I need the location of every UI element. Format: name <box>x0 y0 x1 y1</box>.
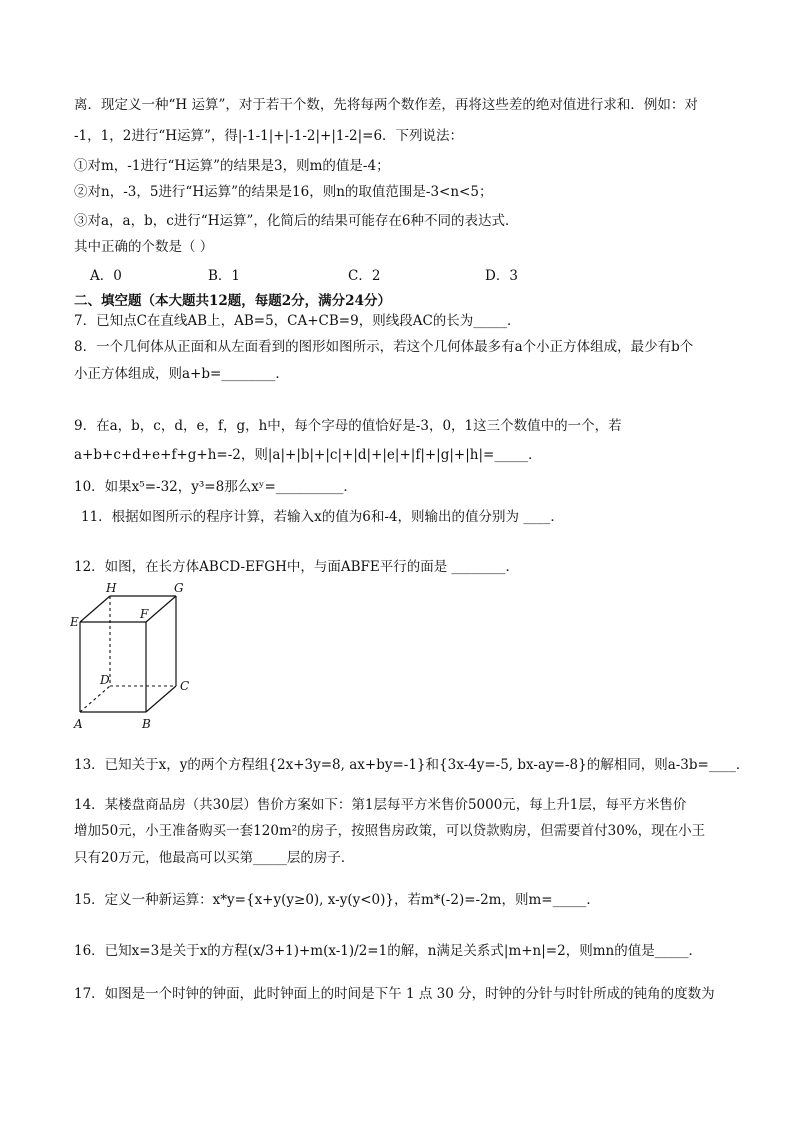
problem-9-line1: 9．在a，b，c，d，e，f，g，h中，每个字母的值恰好是-3，0，1这三个数值中的一个，若 <box>74 418 622 434</box>
problem-14-line2: 增加50元，小王准备购买一套120m²的房子，按照售房政策，可以贷款购房，但需要首付30%，现在小王 <box>74 823 706 839</box>
problem-14-line1: 14．某楼盘商品房（共30层）售价方案如下：第1层每平方米售价5000元，每上升1层，每平方米售价 <box>74 797 687 813</box>
label-b: B <box>142 717 151 731</box>
problem-8-line1: 8．一个几何体从正面和从左面看到的图形如图所示，若这个几何体最多有a个小正方体组成，最少有b个 <box>74 339 694 355</box>
problem-14-line3: 只有20万元，他最高可以买第_____层的房子． <box>74 850 355 866</box>
option-a: A．0 <box>90 268 122 284</box>
answer-options <box>90 264 550 284</box>
label-c: C <box>180 679 190 693</box>
problem-7: 7．已知点C在直线AB上，AB=5，CA+CB=9，则线段AC的长为_____． <box>74 313 521 329</box>
problem-9-line2: a+b+c+d+e+f+g+h=-2，则|a|+|b|+|c|+|d|+|e|+|f|+|g|+|h|=_____． <box>74 447 542 463</box>
label-e: E <box>70 615 79 629</box>
label-g: G <box>174 581 184 595</box>
label-d: D <box>100 673 110 687</box>
edge-fg <box>146 596 176 622</box>
statement-3: ③对a，a，b，c进行“H运算”，化简后的结果可能存在6种不同的表达式． <box>74 213 519 229</box>
problem6-text-line1: 离．现定义一种“H 运算”，对于若干个数，先将每两个数作差，再将这些差的绝对值进行求和．例如：对 <box>74 97 698 113</box>
problem6-text-line2: -1，1，2进行“H运算”，得|-1-1|+|-1-2|+|1-2|=6．下列说法： <box>74 128 464 144</box>
problem-15: 15．定义一种新运算：x*y={x+y(y≥0), x-y(y<0)}，若m*(-2)=-2m，则m=_____． <box>74 892 600 908</box>
problem-8-line2: 小正方体组成，则a+b=________． <box>74 366 289 382</box>
edge-bc <box>146 686 176 712</box>
statement-1: ①对m，-1进行“H运算”的结果是3，则m的值是-4； <box>74 158 390 174</box>
problem-13: 13．已知关于x，y的两个方程组{2x+3y=8, ax+by=-1}和{3x-4y=-5, bx-ay=-8}的解相同，则a-3b=____． <box>74 757 750 773</box>
label-f: F <box>140 607 149 621</box>
problem-12: 12．如图，在长方体ABCD-EFGH中，与面ABFE平行的面是 ________． <box>74 559 520 575</box>
edge-eh <box>80 596 110 622</box>
option-c: C．2 <box>348 268 381 284</box>
hidden-edge-ad <box>80 686 110 712</box>
problem-16: 16．已知x=3是关于x的方程(x/3+1)+m(x-1)/2=1的解，n满足关系式|m+n|=2，则mn的值是_____． <box>74 943 702 959</box>
problem-10: 10．如果x⁵=-32，y³=8那么xʸ=__________． <box>74 479 357 495</box>
label-h: H <box>106 581 117 595</box>
cuboid-figure <box>70 580 200 732</box>
section-heading-fill-in: 二、填空题（本大题共12题，每题2分，满分24分） <box>74 293 391 309</box>
problem-11: 11．根据如图所示的程序计算，若输入x的值为6和-4，则输出的值分别为 ____． <box>81 509 564 525</box>
question-prompt: 其中正确的个数是（ ） <box>74 239 214 255</box>
option-d: D．3 <box>485 268 518 284</box>
label-a: A <box>74 717 83 731</box>
statement-2: ②对n，-3，5进行“H运算”的结果是16，则n的取值范围是-3<n<5； <box>74 184 493 200</box>
problem-17: 17．如图是一个时钟的钟面，此时钟面上的时间是下午 1 点 30 分，时钟的分针与时针所成的钝角的度数为 <box>74 986 715 1002</box>
option-b: B．1 <box>208 268 241 284</box>
